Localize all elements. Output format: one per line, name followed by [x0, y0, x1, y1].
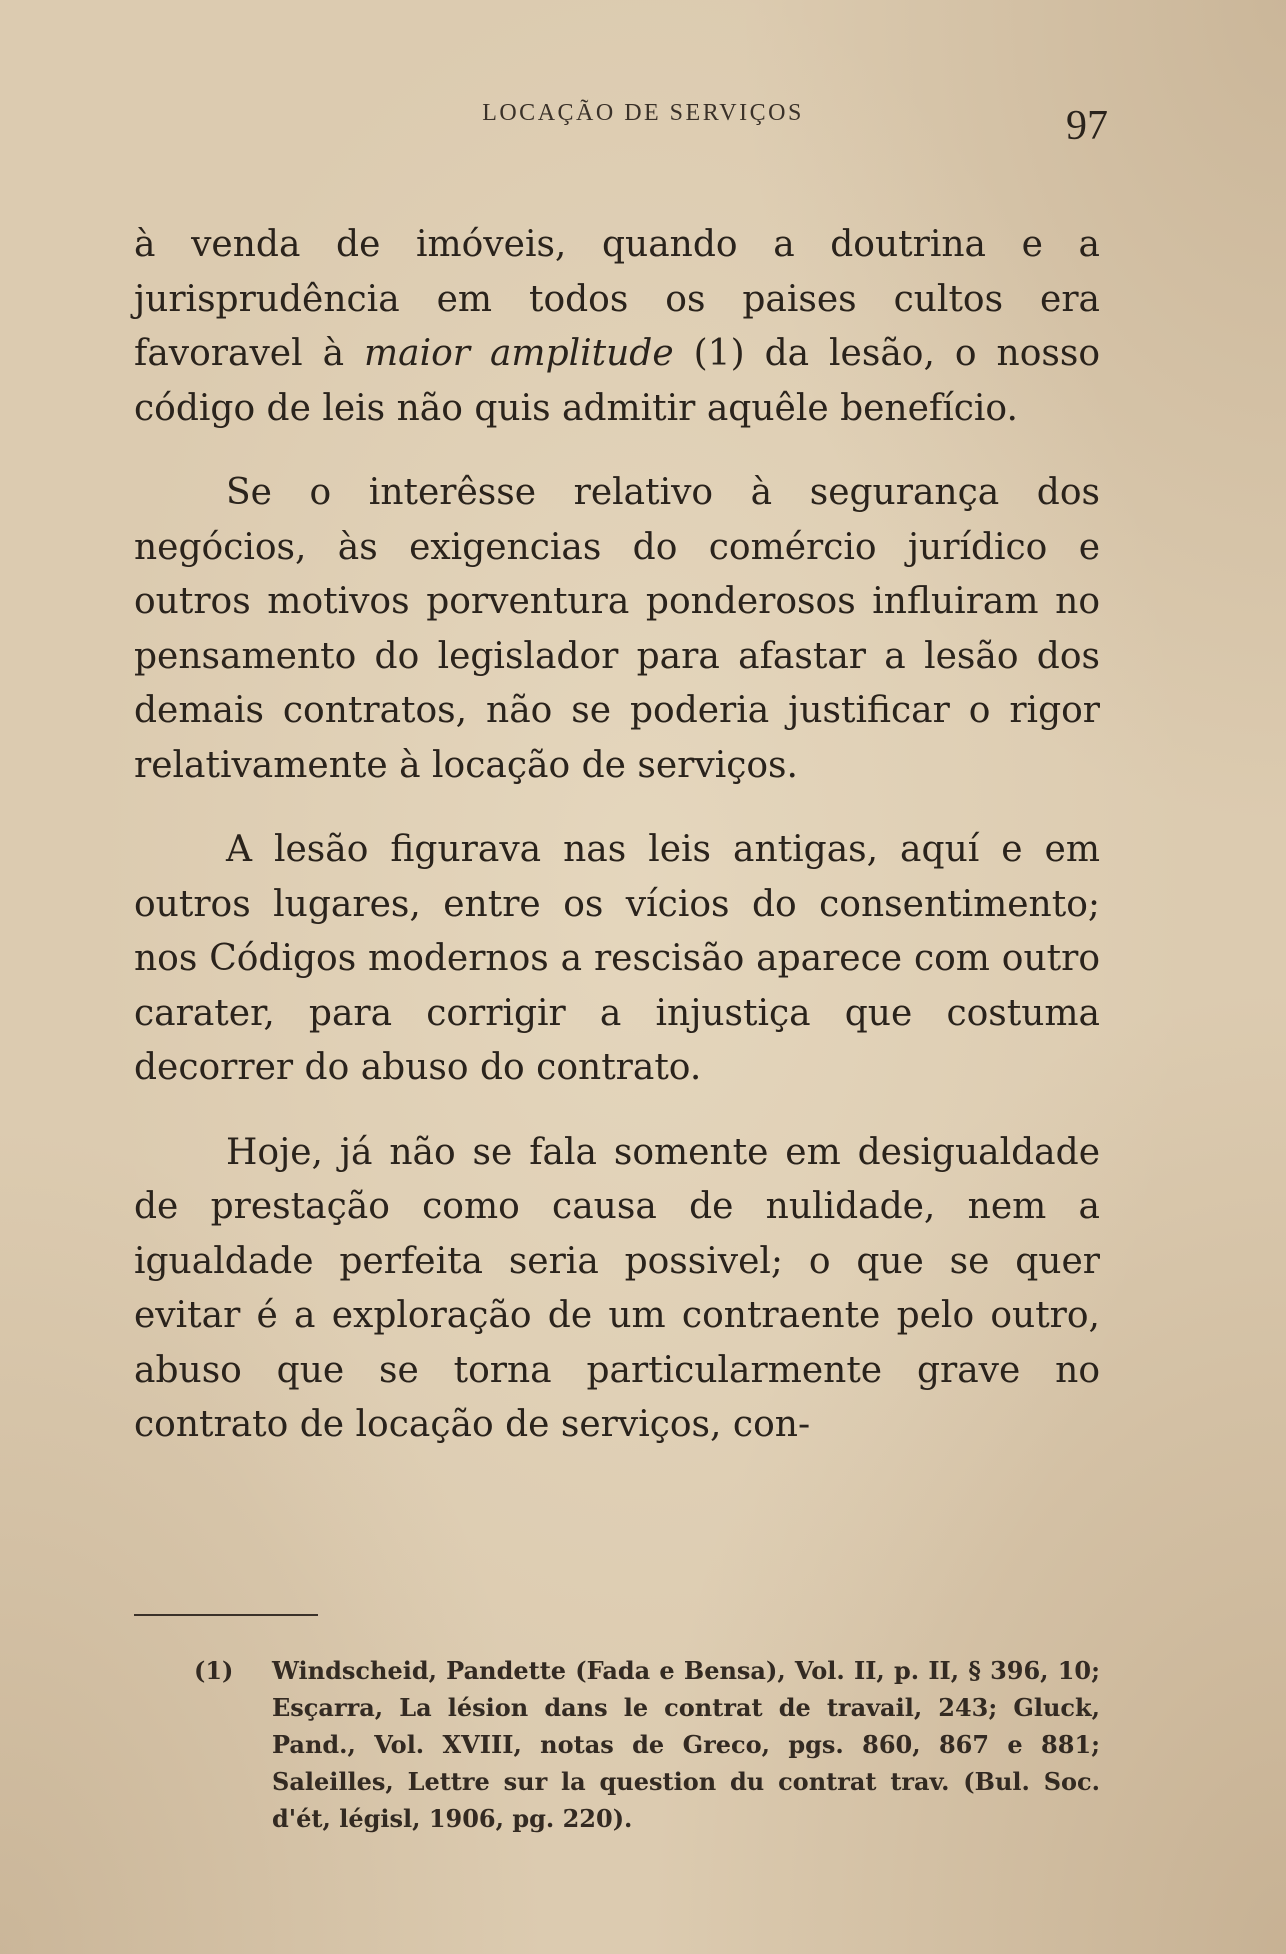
- paragraph-3: A lesão figurava nas leis antigas, aquí e em outros lugares, entre os vícios do consentimento; nos Códigos modernos a rescisão aparece com outro carater, para corrigir a injustiça que costuma decorrer do abuso do contrato.: [134, 829, 1100, 1088]
- body-text: [134, 218, 1100, 1453]
- footnote-text: Windscheid, Pandette (Fada e Bensa), Vol. II, p. II, § 396, 10; Esçarra, La lésion dans le contrat de travail, 243; Gluck, Pand., Vol. XVIII, notas de Greco, pgs. 860, 867 e 881; Saleilles, Lettre sur la question du contrat trav. (Bul. Soc. d'ét, législ, 1906, pg. 220).: [272, 1656, 1100, 1833]
- footnote-marker: (1): [194, 1656, 234, 1685]
- paragraph-1-after: (1) da lesão, o nosso código de leis não quis admitir aquêle benefício.: [134, 333, 1100, 429]
- paragraph-1: [134, 218, 1100, 436]
- footnotes: [194, 1652, 1100, 1837]
- paragraph-2: Se o interêsse relativo à segurança dos negócios, às exigencias do comércio jurídico e outros motivos porventura ponderosos influiram no pensamento do legislador para afastar a lesão dos demais contratos, não se poderia justificar o rigor relativamente à locação de serviços.: [134, 472, 1100, 786]
- running-head: LOCAÇÃO DE SERVIÇOS: [482, 100, 804, 126]
- paragraph-1-emphasis: maior amplitude: [364, 333, 674, 374]
- paragraph-4: Hoje, já não se fala somente em desigualdade de prestação como causa de nulidade, nem a igualdade perfeita seria possivel; o que se quer evitar é a exploração de um contraente pelo outro, abuso que se torna particularmente grave no contrato de locação de serviços, con-: [134, 1131, 1100, 1445]
- footnote-1: [194, 1652, 1100, 1837]
- paragraph-1-before: à venda de imóveis, quando a doutrina e a jurisprudência em todos os paises cultos era favoravel à: [134, 224, 1100, 374]
- footnote-rule: [134, 1614, 318, 1616]
- page-number: 97: [1066, 103, 1108, 149]
